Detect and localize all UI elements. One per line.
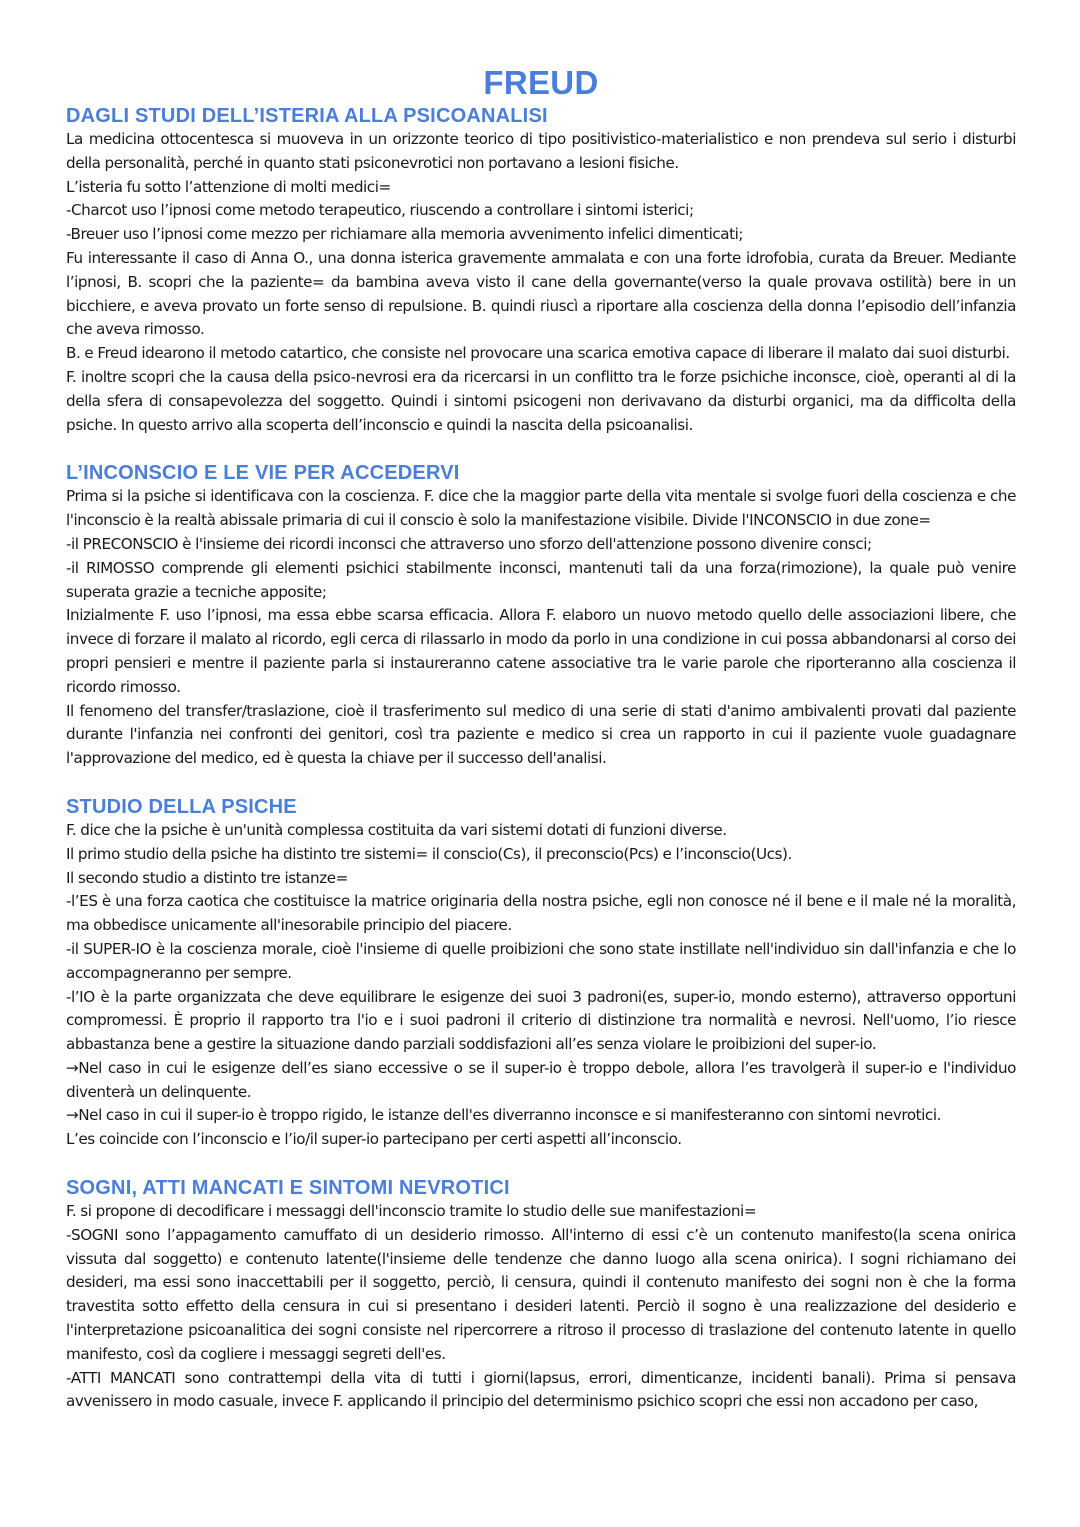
paragraph: La medicina ottocentesca si muoveva in un orizzonte teorico di tipo positivistico-materialistico e non prendeva sul serio i disturbi della personalità, perché in quanto stati psiconevrotici non portavano a lesioni fisiche. — [66, 130, 1016, 172]
paragraph: -l’IO è la parte organizzata che deve equilibrare le esigenze dei suoi 3 padroni(es, super-io, mondo esterno), attraverso opportuni compromessi. È proprio il rapporto tra l'io e i suoi padroni il criterio di distinzione tra normalità e nevrosi. Nell'uomo, l’io riesce abbastanza bene a gestire la situazione dando parziali soddisfazioni all’es senza violare le proibizioni del super-io. — [66, 987, 1016, 1054]
section-inconscio — [66, 461, 1016, 771]
paragraph: L’isteria fu sotto l’attenzione di molti medici= — [66, 177, 391, 196]
paragraph: F. si propone di decodificare i messaggi dell'inconscio tramite lo studio delle sue manifestazioni= — [66, 1202, 757, 1221]
paragraph: Fu interessante il caso di Anna O., una donna isterica gravemente ammalata e con una forte idrofobia, curata da Breuer. Mediante l’ipnosi, B. scopri che la paziente= da bambina aveva visto il cane della governante(verso la quale provava ostilità) bere in un bicchiere, e aveva provato un forte senso di repulsione. B. quindi riuscì a riportare alla coscienza della donna l’episodio dell’infanzia che aveva rimosso. — [66, 248, 1016, 339]
paragraph: L’es coincide con l’inconscio e l’io/il super-io partecipano per certi aspetti all’inconscio. — [66, 1130, 682, 1149]
section-heading: L’INCONSCIO E LE VIE PER ACCEDERVI — [66, 462, 460, 485]
section-sogni — [66, 1176, 1016, 1414]
paragraph: -il RIMOSSO comprende gli elementi psichici stabilmente inconsci, mantenuti tali da una forza(rimozione), la quale può venire superata grazie a tecniche apposite; — [66, 558, 1016, 601]
paragraph: Inizialmente F. uso l’ipnosi, ma essa ebbe scarsa efficacia. Allora F. elaboro un nuovo metodo quello delle associazioni libere, che invece di forzare il malato al ricordo, egli cerca di rilassarlo in modo da porlo in una condizione in cui possa abbandonarsi al corso dei propri pensieri e mentre il paziente parla si instaureranno catene associative tra le varie parole che riporteranno alla coscienza il ricordo rimosso. — [66, 606, 1016, 696]
paragraph: -SOGNI sono l’appagamento camuffato di un desiderio rimosso. All'interno di essi c’è un contenuto manifesto(la scena onirica vissuta dal soggetto) e contenuto latente(l'insieme delle tendenze che danno luogo alla scena onirica). I sogni richiamano dei desideri, ma essi sono inaccettabili per il soggetto, perciò, li censura, quindi il contenuto manifesto dei sogni non è che la forma travestita sotto effetto della censura in cui si presentano i desideri latenti. Perciò il sogno è una realizzazione del desiderio e l'interpretazione psicoanalitica dei sogni consiste nel ripercorrere a ritroso il processo di traslazione del contenuto latente in quello manifesto, così da cogliere i messaggi segreti dell'es. — [66, 1225, 1016, 1363]
paragraph: -Charcot uso l’ipnosi come metodo terapeutico, riuscendo a controllare i sintomi isterici; — [66, 201, 694, 220]
arrow-paragraph: →Nel caso in cui il super-io è troppo rigido, le istanze dell'es diverranno inconsce e si manifesteranno con sintomi nevrotici. — [66, 1106, 941, 1125]
paragraph: Il secondo studio a distinto tre istanze= — [66, 868, 348, 887]
paragraph: -ATTI MANCATI sono contrattempi della vita di tutti i giorni(lapsus, errori, dimenticanze, incidenti banali). Prima si pensava avvenissero in modo casuale, invece F. applicando il principio del determinismo psichico scopri che essi non accadono per caso, — [66, 1368, 1016, 1411]
arrow-paragraph: →Nel caso in cui le esigenze dell’es siano eccessive o se il super-io è troppo debole, allora l’es travolgerà il super-io e l'individuo diventerà un delinquente. — [66, 1058, 1016, 1101]
paragraph: F. dice che la psiche è un'unità complessa costituita da vari sistemi dotati di funzioni diverse. — [66, 820, 727, 839]
section-heading: STUDIO DELLA PSICHE — [66, 795, 297, 818]
paragraph: F. inoltre scopri che la causa della psico-nevrosi era da ricercarsi in un conflitto tra le forze psichiche inconsce, cioè, operanti al di la della sfera di consapevolezza del soggetto. Quindi i sintomi psicogeni non derivavano da disturbi organici, ma da difficolta della psiche. In questo arrivo alla scoperta dell’inconscio e quindi la nascita della psicoanalisi. — [66, 367, 1016, 434]
section-heading: SOGNI, ATTI MANCATI E SINTOMI NEVROTICI — [66, 1177, 510, 1200]
document-page — [66, 62, 1016, 1414]
paragraph: -l’ES è una forza caotica che costituisce la matrice originaria della nostra psiche, egli non conosce né il bene e il male né la moralità, ma obbedisce unicamente all'inesorabile principio del piacere. — [66, 892, 1016, 935]
section-heading: DAGLI STUDI DELL’ISTERIA ALLA PSICOANALISI — [66, 105, 548, 127]
paragraph: -il PRECONSCIO è l'insieme dei ricordi inconsci che attraverso uno sforzo dell'attenzione possono divenire consci; — [66, 534, 872, 553]
paragraph: B. e Freud idearono il metodo catartico, che consiste nel provocare una scarica emotiva capace di liberare il malato dai suoi disturbi. — [66, 344, 1010, 363]
paragraph: -Breuer uso l’ipnosi come mezzo per richiamare alla memoria avvenimento infelici dimenticati; — [66, 225, 744, 244]
document-title: FREUD — [483, 64, 599, 101]
paragraph: Il primo studio della psiche ha distinto tre sistemi= il conscio(Cs), il preconscio(Pcs) e l’inconscio(Ucs). — [66, 844, 792, 863]
section-psiche — [66, 795, 1016, 1152]
paragraph: Prima si la psiche si identificava con la coscienza. F. dice che la maggior parte della vita mentale si svolge fuori della coscienza e che l'inconscio è la realtà abissale primaria di cui il conscio è solo la manifestazione visibile. Divide l'INCONSCIO in due zone= — [66, 487, 1016, 530]
section-isteria — [66, 104, 1016, 437]
paragraph: -il SUPER-IO è la coscienza morale, cioè l'insieme di quelle proibizioni che sono state instillate nell'individuo sin dall'infanzia e che lo accompagneranno per sempre. — [66, 939, 1016, 982]
paragraph: Il fenomeno del transfer/traslazione, cioè il trasferimento sul medico di una serie di stati d'animo ambivalenti provati dal paziente durante l'infanzia nei confronti dei genitori, così tra paziente e medico si crea un rapporto in cui il paziente vuole guadagnare l'approvazione del medico, ed è questa la chiave per il successo dell'analisi. — [66, 701, 1016, 768]
